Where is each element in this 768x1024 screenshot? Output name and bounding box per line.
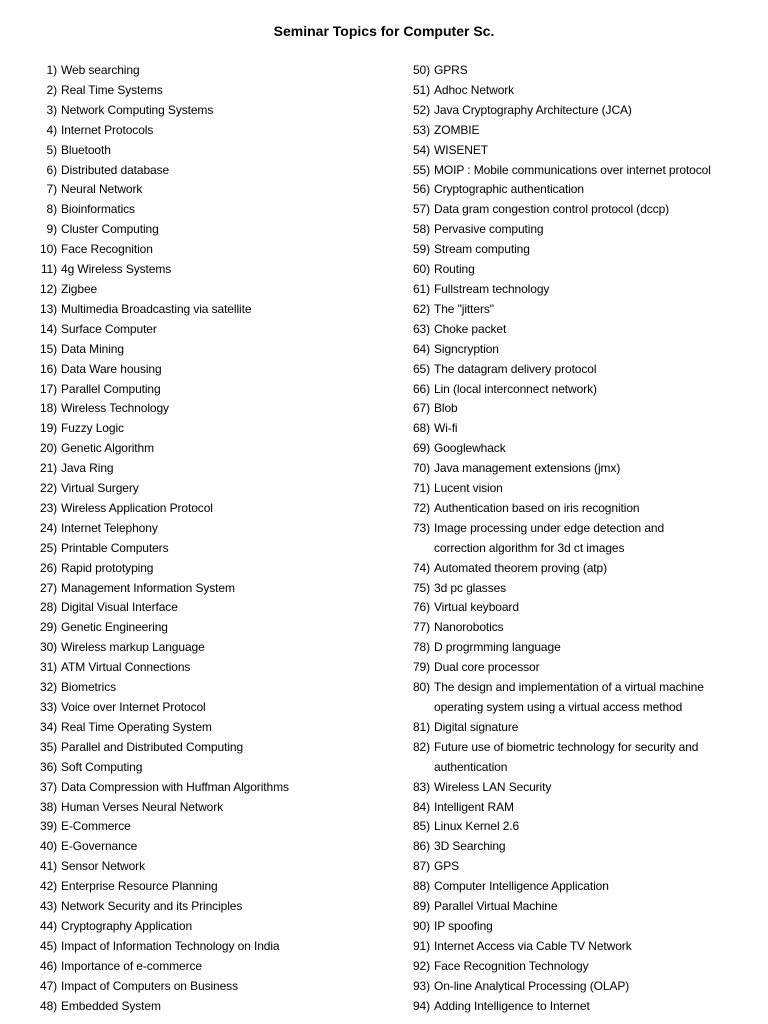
item-number: 52): [412, 102, 430, 117]
item-text: IP spoofing: [434, 918, 493, 933]
item-number: 24): [40, 520, 58, 535]
list-item: [40, 559, 380, 579]
list-item: [404, 937, 754, 957]
item-number: 61): [412, 281, 430, 296]
item-number: 26): [40, 560, 58, 575]
list-item: [40, 101, 380, 121]
item-text: Digital signature: [434, 719, 519, 734]
item-number: 93): [412, 978, 430, 993]
list-item: [404, 877, 754, 897]
item-text: MOIP : Mobile communications over internet protocol: [434, 162, 711, 177]
list-item: [404, 559, 754, 579]
list-item: [404, 380, 754, 400]
list-item: [404, 180, 754, 200]
list-item: [404, 399, 754, 419]
item-text: Java Cryptography Architecture (JCA): [434, 102, 632, 117]
list-item: [404, 678, 754, 698]
topic-list-right: [404, 61, 754, 1017]
item-text: GPS: [434, 859, 460, 874]
item-text: Blob: [434, 401, 458, 416]
item-text: Data Compression with Huffman Algorithms: [61, 779, 289, 794]
item-text: Internet Protocols: [61, 122, 154, 137]
item-number: 68): [412, 421, 430, 436]
item-text: Human Verses Neural Network: [61, 799, 224, 814]
list-item: [404, 419, 754, 439]
item-text: Java Ring: [61, 461, 114, 476]
item-number: 16): [40, 361, 58, 376]
item-number: 32): [40, 680, 58, 695]
list-item: [404, 280, 754, 300]
item-text: Real Time Systems: [61, 82, 163, 97]
list-item: [40, 917, 380, 937]
list-item: [404, 260, 754, 280]
item-text: Data Ware housing: [61, 361, 162, 376]
list-item: [40, 897, 380, 917]
item-text: Intelligent RAM: [434, 799, 514, 814]
item-text: Linux Kernel 2.6: [434, 819, 520, 834]
list-item: [404, 141, 754, 161]
item-text: Routing: [434, 262, 475, 277]
item-number: 81): [412, 719, 430, 734]
item-number: 67): [412, 401, 430, 416]
list-item: [404, 81, 754, 101]
item-text: Automated theorem proving (atp): [434, 560, 607, 575]
item-number: 28): [40, 600, 58, 615]
item-number: 91): [412, 938, 430, 953]
item-number: 7): [46, 182, 57, 197]
item-number: 71): [412, 481, 430, 496]
item-text: Adding Intelligence to Internet: [434, 998, 590, 1013]
list-item: [40, 598, 380, 618]
item-text: Bioinformatics: [61, 202, 135, 217]
item-text: Biometrics: [61, 680, 117, 695]
item-text: Wireless Application Protocol: [61, 500, 213, 515]
item-text: Surface Computer: [61, 321, 157, 336]
item-number: 53): [412, 122, 430, 137]
item-text: Genetic Algorithm: [61, 441, 155, 456]
item-text: Dual core processor: [434, 660, 540, 675]
item-number: 51): [412, 82, 430, 97]
item-number: 50): [412, 63, 430, 77]
item-text: Enterprise Resource Planning: [61, 879, 218, 894]
item-number: 38): [40, 799, 58, 814]
list-item: [40, 360, 380, 380]
item-number: 75): [412, 580, 430, 595]
item-text: Cryptography Application: [61, 918, 193, 933]
list-item: [40, 937, 380, 957]
list-item: [404, 698, 754, 718]
list-item: [40, 618, 380, 638]
list-item: [404, 798, 754, 818]
page-title: Seminar Topics for Computer Sc.: [273, 23, 495, 39]
item-text: Parallel Computing: [61, 381, 161, 396]
item-number: 60): [412, 262, 430, 277]
item-number: 57): [412, 202, 430, 217]
list-item: [404, 161, 754, 181]
item-number: 42): [40, 879, 58, 894]
list-item: [404, 579, 754, 599]
item-text: Bluetooth: [61, 142, 111, 157]
item-number: 58): [412, 222, 430, 237]
item-number: 76): [412, 600, 430, 615]
item-text: Data gram congestion control protocol (dccp): [434, 202, 670, 217]
item-number: [404, 758, 430, 778]
item-number: 19): [40, 421, 58, 436]
list-item: [404, 121, 754, 141]
list-item: [404, 61, 754, 81]
item-text: Face Recognition Technology: [434, 958, 589, 973]
item-number: 37): [40, 779, 58, 794]
item-number: 70): [412, 461, 430, 476]
item-number: [404, 539, 430, 559]
list-item: [404, 598, 754, 618]
list-item: [404, 240, 754, 260]
item-text: Voice over Internet Protocol: [61, 700, 206, 714]
item-number: 12): [40, 281, 58, 296]
list-item: [404, 857, 754, 877]
item-text: Impact of Information Technology on India: [61, 938, 280, 953]
topic-list-left: [40, 61, 380, 1017]
item-text: Virtual Surgery: [61, 481, 139, 496]
list-item: [40, 758, 380, 778]
item-number: 65): [412, 361, 430, 376]
list-item: [40, 200, 380, 220]
item-text: Network Security and its Principles: [61, 899, 243, 914]
list-item: [40, 698, 380, 718]
item-number: 17): [40, 381, 58, 396]
list-item: [40, 380, 380, 400]
list-item: [40, 997, 380, 1017]
list-item: [40, 240, 380, 260]
item-number: 13): [40, 301, 58, 316]
list-item: [40, 300, 380, 320]
item-text: Web searching: [61, 63, 140, 77]
item-text: Stream computing: [434, 242, 530, 257]
item-text: Signcryption: [434, 341, 499, 356]
item-text: Fullstream technology: [434, 281, 550, 296]
item-number: 47): [40, 978, 58, 993]
item-text: Cryptographic authentication: [434, 182, 584, 197]
item-number: 48): [40, 998, 58, 1013]
item-text: 3D Searching: [434, 839, 506, 854]
item-number: 34): [40, 719, 58, 734]
list-item: [404, 718, 754, 738]
item-text: Management Information System: [61, 580, 235, 595]
item-number: 5): [46, 142, 57, 157]
item-text: Digital Visual Interface: [61, 600, 178, 615]
item-text: Virtual keyboard: [434, 600, 519, 615]
item-number: 40): [40, 839, 58, 854]
item-number: 55): [412, 162, 430, 177]
item-text: Sensor Network: [61, 859, 145, 874]
list-item: [40, 81, 380, 101]
item-number: 84): [412, 799, 430, 814]
list-item: [404, 758, 754, 778]
item-number: 46): [40, 958, 58, 973]
item-number: 27): [40, 580, 58, 595]
list-item: [404, 439, 754, 459]
item-number: 63): [412, 321, 430, 336]
list-item: [40, 977, 380, 997]
item-text: Neural Network: [61, 182, 143, 197]
item-text: Pervasive computing: [434, 222, 544, 237]
item-text: Importance of e-commerce: [61, 958, 202, 973]
item-number: 78): [412, 640, 430, 655]
list-item: [40, 141, 380, 161]
item-text: correction algorithm for 3d ct images: [434, 540, 625, 555]
item-text: Cluster Computing: [61, 222, 159, 237]
list-item: [40, 738, 380, 758]
list-item: [404, 837, 754, 857]
item-number: 2): [46, 82, 57, 97]
item-text: Fuzzy Logic: [61, 421, 124, 436]
item-number: 83): [412, 779, 430, 794]
list-item: [40, 579, 380, 599]
item-number: 79): [412, 660, 430, 675]
list-item: [40, 837, 380, 857]
list-item: [404, 638, 754, 658]
list-item: [40, 399, 380, 419]
item-text: Choke packet: [434, 321, 507, 336]
list-item: [404, 320, 754, 340]
item-text: operating system using a virtual access method: [434, 700, 683, 714]
item-number: 3): [46, 102, 57, 117]
list-item: [40, 180, 380, 200]
item-text: GPRS: [434, 63, 468, 77]
item-text: Face Recognition: [61, 242, 153, 257]
item-number: 20): [40, 441, 58, 456]
item-number: 69): [412, 441, 430, 456]
item-text: Computer Intelligence Application: [434, 879, 609, 894]
item-text: Internet Telephony: [61, 520, 158, 535]
list-item: [404, 957, 754, 977]
item-text: E-Commerce: [61, 819, 131, 834]
list-item: [404, 499, 754, 519]
item-number: 30): [40, 640, 58, 655]
list-item: [40, 678, 380, 698]
item-number: 15): [40, 341, 58, 356]
item-number: 64): [412, 341, 430, 356]
list-item: [40, 61, 380, 81]
item-number: 22): [40, 481, 58, 496]
list-item: [404, 220, 754, 240]
list-item: [40, 459, 380, 479]
item-text: Network Computing Systems: [61, 102, 214, 117]
item-number: 92): [412, 958, 430, 973]
item-number: 45): [40, 938, 58, 953]
item-number: 14): [40, 321, 58, 336]
item-text: The datagram delivery protocol: [434, 361, 597, 376]
item-text: Multimedia Broadcasting via satellite: [61, 301, 252, 316]
item-text: Wireless Technology: [61, 401, 169, 416]
list-item: [40, 121, 380, 141]
item-number: 54): [412, 142, 430, 157]
item-number: 74): [412, 560, 430, 575]
item-number: 18): [40, 401, 58, 416]
item-number: 73): [412, 520, 430, 535]
list-item: [404, 539, 754, 559]
list-item: [404, 101, 754, 121]
item-text: ZOMBIE: [434, 122, 480, 137]
list-item: [404, 459, 754, 479]
item-number: 90): [412, 918, 430, 933]
item-number: 43): [40, 899, 58, 914]
list-item: [40, 479, 380, 499]
item-number: 85): [412, 819, 430, 834]
item-text: Wireless LAN Security: [434, 779, 552, 794]
item-number: 33): [40, 700, 58, 714]
list-item: [40, 340, 380, 360]
list-item: [40, 778, 380, 798]
item-text: Adhoc Network: [434, 82, 515, 97]
item-number: 80): [412, 680, 430, 695]
item-text: D progrmming language: [434, 640, 561, 655]
item-number: 59): [412, 242, 430, 257]
item-text: Distributed database: [61, 162, 170, 177]
list-item: [404, 360, 754, 380]
list-item: [404, 200, 754, 220]
item-number: 62): [412, 301, 430, 316]
item-number: 87): [412, 859, 430, 874]
item-number: 6): [46, 162, 57, 177]
list-item: [40, 320, 380, 340]
item-text: The design and implementation of a virtual machine: [434, 680, 704, 695]
list-item: [40, 658, 380, 678]
item-number: 88): [412, 879, 430, 894]
list-item: [40, 817, 380, 837]
item-text: ATM Virtual Connections: [61, 660, 191, 675]
item-text: Image processing under edge detection and: [434, 520, 665, 535]
item-text: The "jitters": [434, 301, 494, 316]
item-number: 41): [40, 859, 58, 874]
item-text: Lucent vision: [434, 481, 503, 496]
item-text: Lin (local interconnect network): [434, 381, 597, 396]
item-number: 9): [46, 222, 57, 237]
item-text: 3d pc glasses: [434, 580, 507, 595]
list-item: [404, 897, 754, 917]
item-number: 11): [40, 262, 57, 277]
item-text: Real Time Operating System: [61, 719, 212, 734]
item-number: 31): [40, 660, 58, 675]
item-number: 44): [40, 918, 58, 933]
item-text: Wireless markup Language: [61, 640, 205, 655]
list-item: [40, 718, 380, 738]
item-text: Nanorobotics: [434, 620, 504, 635]
list-item: [404, 997, 754, 1017]
item-number: 8): [46, 202, 57, 217]
item-number: 1): [46, 63, 57, 77]
list-item: [40, 439, 380, 459]
item-number: 56): [412, 182, 430, 197]
item-text: Zigbee: [61, 281, 98, 296]
list-item: [404, 658, 754, 678]
item-number: 21): [40, 461, 58, 476]
list-item: [404, 618, 754, 638]
list-item: [404, 300, 754, 320]
item-text: Impact of Computers on Business: [61, 978, 238, 993]
item-number: 39): [40, 819, 58, 834]
list-item: [40, 260, 380, 280]
list-item: [404, 817, 754, 837]
item-number: 35): [40, 739, 58, 754]
item-text: Embedded System: [61, 998, 161, 1013]
list-item: [40, 280, 380, 300]
item-number: 77): [412, 620, 430, 635]
list-item: [404, 340, 754, 360]
list-item: [40, 499, 380, 519]
item-text: Rapid prototyping: [61, 560, 154, 575]
item-number: [404, 698, 430, 718]
list-item: [40, 220, 380, 240]
item-text: Parallel Virtual Machine: [434, 899, 558, 914]
list-item: [40, 519, 380, 539]
item-number: 89): [412, 899, 430, 914]
item-text: On-line Analytical Processing (OLAP): [434, 978, 630, 993]
item-text: Future use of biometric technology for security and: [434, 739, 699, 754]
item-number: 66): [412, 381, 430, 396]
item-text: authentication: [434, 759, 508, 774]
item-number: 25): [40, 540, 58, 555]
list-item: [404, 917, 754, 937]
item-text: Soft Computing: [61, 759, 143, 774]
item-number: 23): [40, 500, 58, 515]
list-item: [40, 798, 380, 818]
item-text: Googlewhack: [434, 441, 506, 456]
item-text: E-Governance: [61, 839, 138, 854]
item-number: 10): [40, 242, 58, 257]
list-item: [404, 479, 754, 499]
list-item: [40, 877, 380, 897]
list-item: [404, 778, 754, 798]
item-text: Java management extensions (jmx): [434, 461, 621, 476]
item-text: Printable Computers: [61, 540, 169, 555]
list-item: [40, 857, 380, 877]
item-text: Parallel and Distributed Computing: [61, 739, 244, 754]
item-number: 86): [412, 839, 430, 854]
item-number: 4): [46, 122, 57, 137]
item-text: Internet Access via Cable TV Network: [434, 938, 632, 953]
list-item: [40, 419, 380, 439]
list-item: [40, 539, 380, 559]
item-number: 36): [40, 759, 58, 774]
item-number: 29): [40, 620, 58, 635]
item-text: WISENET: [434, 142, 488, 157]
item-number: 94): [412, 998, 430, 1013]
item-text: Authentication based on iris recognition: [434, 500, 640, 515]
item-text: 4g Wireless Systems: [61, 262, 172, 277]
item-text: Wi-fi: [434, 421, 458, 436]
list-item: [40, 638, 380, 658]
item-text: Data Mining: [61, 341, 124, 356]
item-number: 82): [412, 739, 430, 754]
list-item: [404, 738, 754, 758]
item-text: Genetic Engineering: [61, 620, 168, 635]
list-item: [404, 977, 754, 997]
list-item: [40, 161, 380, 181]
item-number: 72): [412, 500, 430, 515]
list-item: [404, 519, 754, 539]
list-item: [40, 957, 380, 977]
